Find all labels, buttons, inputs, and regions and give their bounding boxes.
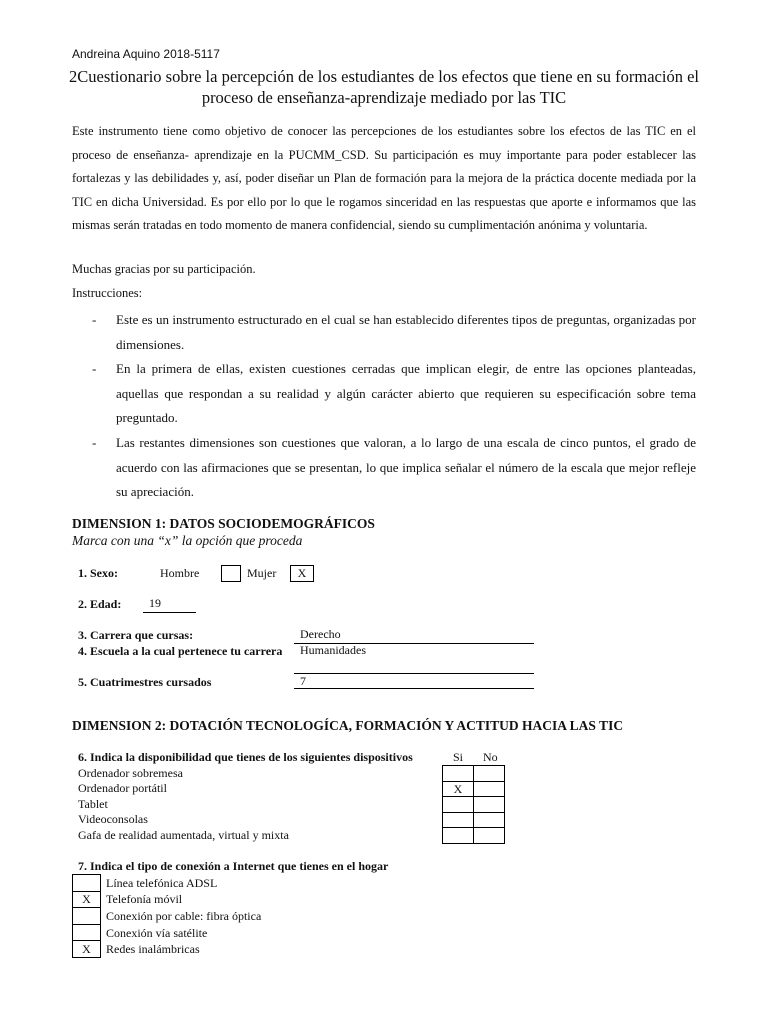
device-label: Gafa de realidad aumentada, virtual y mixta xyxy=(78,828,289,842)
bullet-text: Este es un instrumento estructurado en el cual se han establecido diferentes tipos de preguntas, organizadas por dimensiones. xyxy=(116,312,696,352)
device-no-cell[interactable] xyxy=(474,812,505,828)
edad-underline xyxy=(143,612,196,613)
cuatrimestres-label: 5. Cuatrimestres cursados xyxy=(78,675,212,689)
device-no-cell[interactable] xyxy=(474,828,505,844)
connection-checkbox[interactable] xyxy=(73,908,101,925)
table-row xyxy=(443,797,505,813)
table-row xyxy=(73,891,262,908)
carrera-value[interactable]: Derecho xyxy=(300,627,341,641)
q6-col-no: No xyxy=(483,750,498,764)
q6-label: 6. Indica la disponibilidad que tienes de los siguientes dispositivos xyxy=(78,750,413,764)
instruction-bullet xyxy=(92,308,696,357)
device-no-cell[interactable] xyxy=(474,781,505,797)
instructions-label: Instrucciones: xyxy=(72,286,143,300)
sexo-mujer-checkbox[interactable]: X xyxy=(290,565,314,582)
devices-table xyxy=(442,765,505,844)
q7-label: 7. Indica el tipo de conexión a Internet que tienes en el hogar xyxy=(78,859,389,873)
dimension2-title: DIMENSION 2: DOTACIÓN TECNOLOGÍCA, FORMACIÓN Y ACTITUD HACIA LAS TIC xyxy=(72,718,624,733)
table-row xyxy=(443,766,505,782)
connection-label: Conexión por cable: fibra óptica xyxy=(106,908,262,923)
table-row xyxy=(443,828,505,844)
edad-label: 2. Edad: xyxy=(78,597,122,611)
device-no-cell[interactable] xyxy=(474,797,505,813)
sexo-label: 1. Sexo: xyxy=(78,566,118,580)
table-row xyxy=(73,875,262,892)
escuela-underline xyxy=(294,673,534,674)
escuela-label: 4. Escuela a la cual pertenece tu carrera xyxy=(78,644,283,658)
carrera-label: 3. Carrera que cursas: xyxy=(78,628,194,642)
cuatrimestres-underline xyxy=(294,688,534,689)
sexo-option-hombre-label: Hombre xyxy=(160,566,200,580)
dimension1-title: DIMENSION 1: DATOS SOCIODEMOGRÁFICOS xyxy=(72,516,375,531)
instruction-bullet xyxy=(92,357,696,431)
connection-label: Conexión vía satélite xyxy=(106,925,208,940)
table-row xyxy=(73,924,262,941)
device-label: Videoconsolas xyxy=(78,812,148,826)
device-si-cell[interactable] xyxy=(443,828,474,844)
bullet-dash: - xyxy=(92,312,97,327)
dimension1-subtitle: Marca con una “x” la opción que proceda xyxy=(72,533,303,548)
intro-paragraph: Este instrumento tiene como objetivo de conocer las percepciones de los estudiantes sobre los efectos de las TIC en el proceso de enseñanza- aprendizaje en la PUCMM_CSD. Su participación es muy importante para poder establecer las fortalezas y las debilidades y, así, poder diseñar un Plan de formación para la mejora de la práctica docente mediada por la TIC en dicha Universidad. Es por ello por lo que le rogamos sinceridad en las respuestas que aporte e informamos que las mismas serán tratadas en todo momento de manera confidencial, siendo su cumplimentación anónima y voluntaria. xyxy=(72,124,696,232)
device-si-cell[interactable] xyxy=(443,797,474,813)
bullet-dash: - xyxy=(92,435,97,450)
q6-col-si: Si xyxy=(453,750,464,764)
table-row xyxy=(443,781,505,797)
device-si-cell[interactable] xyxy=(443,812,474,828)
sexo-hombre-checkbox[interactable] xyxy=(221,565,241,582)
device-label: Ordenador portátil xyxy=(78,781,167,795)
device-si-cell[interactable]: X xyxy=(443,781,474,797)
connection-label: Telefonía móvil xyxy=(106,892,183,907)
thanks-line: Muchas gracias por su participación. xyxy=(72,262,256,276)
connection-checkbox[interactable] xyxy=(73,875,101,892)
sexo-option-mujer-label: Mujer xyxy=(247,566,277,580)
connection-table xyxy=(72,874,262,958)
device-no-cell[interactable] xyxy=(474,766,505,782)
device-label: Tablet xyxy=(78,797,108,811)
cuatrimestres-value[interactable]: 7 xyxy=(300,674,306,688)
table-row xyxy=(443,812,505,828)
device-si-cell[interactable] xyxy=(443,766,474,782)
connection-checkbox[interactable] xyxy=(73,924,101,941)
connection-label: Línea telefónica ADSL xyxy=(106,875,218,890)
connection-checkbox[interactable]: X xyxy=(73,941,101,958)
table-row xyxy=(73,941,262,958)
table-row xyxy=(73,908,262,925)
instruction-bullet xyxy=(92,431,696,505)
bullet-text: Las restantes dimensiones son cuestiones que valoran, a lo largo de una escala de cinco puntos, el grado de acuerdo con las afirmaciones que se presentan, lo que implica señalar el número de la escala que mejor refleje su apreciación. xyxy=(116,435,696,499)
document-title: 2Cuestionario sobre la percepción de los estudiantes de los efectos que tiene en su formación el proceso de enseñanza-aprendizaje mediado por las TIC xyxy=(68,67,699,107)
connection-label: Redes inalámbricas xyxy=(106,942,200,957)
escuela-value[interactable]: Humanidades xyxy=(300,643,366,657)
bullet-text: En la primera de ellas, existen cuestiones cerradas que implican elegir, de entre las opciones planteadas, aquellas que respondan a su realidad y algún carácter abierto que requieren su especificación sobre tema preguntado. xyxy=(116,361,696,425)
bullet-dash: - xyxy=(92,361,97,376)
device-label: Ordenador sobremesa xyxy=(78,766,183,780)
connection-checkbox[interactable]: X xyxy=(73,891,101,908)
author-line: Andreina Aquino 2018-5117 xyxy=(72,47,220,61)
edad-value[interactable]: 19 xyxy=(149,596,161,610)
